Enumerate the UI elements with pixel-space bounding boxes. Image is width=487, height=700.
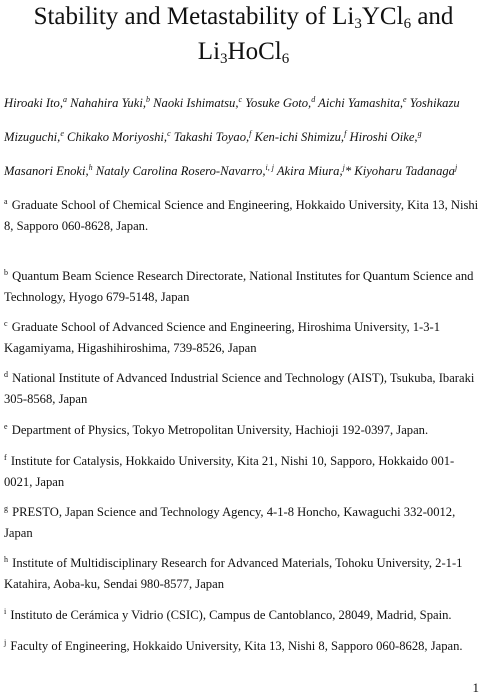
affiliation-text: Department of Physics, Tokyo Metropolitan University, Hachioji 192-0397, Japan. (11, 423, 429, 437)
affiliation (4, 368, 482, 410)
author-affiliation-marker: f (344, 129, 347, 138)
author-line (4, 96, 482, 111)
affiliation-text: Instituto de Cerámica y Vidrio (CSIC), Campus de Cantoblanco, 28049, Madrid, Spain. (10, 608, 452, 622)
author-name: Yoshikazu (406, 96, 460, 110)
author-affiliation-marker: e (60, 129, 64, 138)
affiliation (4, 605, 482, 626)
affiliation-text: Institute for Catalysis, Hokkaido University, Kita 21, Nishi 10, Sapporo, Hokkaido 001-0021, Japan (4, 454, 455, 489)
author-affiliation-marker: e (403, 95, 407, 104)
author-affiliation-marker: h (88, 163, 93, 172)
title-subscript: 3 (354, 16, 362, 32)
author-affiliation-marker: c (167, 129, 171, 138)
affiliation-text: PRESTO, Japan Science and Technology Agency, 4-1-8 Honcho, Kawaguchi 332-0012, Japan (4, 505, 456, 540)
title-text: HoCl (227, 38, 282, 65)
title-subscript: 6 (281, 51, 290, 67)
affiliation-text: Graduate School of Chemical Science and Engineering, Hokkaido University, Kita 13, Nishi 8, Sapporo 060-8628, Japan. (4, 198, 479, 233)
title-text: Stability and Metastability of Li (33, 3, 355, 30)
author-affiliation-marker: i, j (265, 163, 274, 172)
affiliation-text: Faculty of Engineering, Hokkaido University, Kita 13, Nishi 8, Sapporo 060-8628, Japan. (10, 639, 463, 653)
affiliation-letter: j (4, 638, 7, 647)
author-line (4, 130, 482, 145)
affiliation-letter: a (4, 197, 8, 206)
page-number: 1 (472, 680, 479, 695)
author-affiliation-marker: j (454, 163, 458, 172)
author-affiliation-marker: d (311, 95, 316, 104)
affiliation-letter: c (4, 319, 8, 328)
affiliation-letter: g (4, 504, 8, 513)
affiliation-text: Graduate School of Advanced Science and Engineering, Hiroshima University, 1-3-1 Kagamiyama, Higashihiroshima, 739-8526, Japan (4, 320, 441, 355)
author-name: Chikako Moriyoshi, (63, 130, 168, 144)
author-name: Aichi Yamashita, (315, 96, 404, 110)
author-affiliation-marker: a (63, 95, 67, 104)
author-affiliation-marker: b (145, 95, 150, 104)
affiliation (4, 636, 482, 657)
author-name: Hiroshi Oike, (346, 130, 418, 144)
paper-title-line-1 (0, 3, 487, 32)
author-affiliation-marker: f (249, 129, 252, 138)
author-line (4, 164, 482, 179)
author-name: Takashi Toyao, (170, 130, 250, 144)
author-name: Akira Miura, (273, 164, 343, 178)
affiliation (4, 451, 482, 493)
affiliation-letter: d (4, 370, 8, 379)
affiliation-letter: b (4, 268, 8, 277)
affiliation-text: National Institute of Advanced Industrial Science and Technology (AIST), Tsukuba, Ibaraki 305-8568, Japan (4, 371, 475, 406)
author-name: Ken-ichi Shimizu, (251, 130, 345, 144)
paper-title-line-2 (0, 38, 487, 67)
affiliation (4, 317, 482, 359)
author-affiliation-marker: g (417, 129, 422, 138)
author-name: Naoki Ishimatsu, (149, 96, 239, 110)
affiliation (4, 266, 482, 308)
affiliation-text: Institute of Multidisciplinary Research for Advanced Materials, Tohoku University, 2-1-1 Katahira, Aoba-ku, Sendai 980-8577, Japan (4, 556, 463, 591)
title-text: and (411, 3, 454, 30)
affiliation (4, 195, 482, 237)
title-subscript: 3 (220, 51, 228, 67)
title-subscript: 6 (403, 16, 412, 32)
author-name: Yosuke Goto, (242, 96, 312, 110)
author-name: * Kiyoharu Tadanaga (344, 164, 455, 178)
affiliation-letter: e (4, 422, 8, 431)
author-name: Nataly Carolina Rosero-Navarro, (92, 164, 266, 178)
author-name: Masanori Enoki, (4, 164, 89, 178)
affiliation-letter: i (4, 607, 7, 616)
affiliation (4, 420, 482, 441)
author-name: Nahahira Yuki, (67, 96, 146, 110)
author-affiliation-marker: c (238, 95, 243, 104)
title-text: Li (197, 38, 221, 65)
affiliation (4, 553, 482, 595)
author-name: Mizuguchi, (4, 130, 61, 144)
author-affiliation-marker: j (342, 163, 345, 172)
author-name: Hiroaki Ito, (4, 96, 63, 110)
affiliation (4, 502, 482, 544)
affiliation-letter: f (4, 453, 7, 462)
title-text: YCl (361, 3, 404, 30)
affiliation-text: Quantum Beam Science Research Directorate, National Institutes for Quantum Science and Technology, Hyogo 679-5148, Japan (4, 269, 474, 304)
affiliation-letter: h (4, 555, 8, 564)
